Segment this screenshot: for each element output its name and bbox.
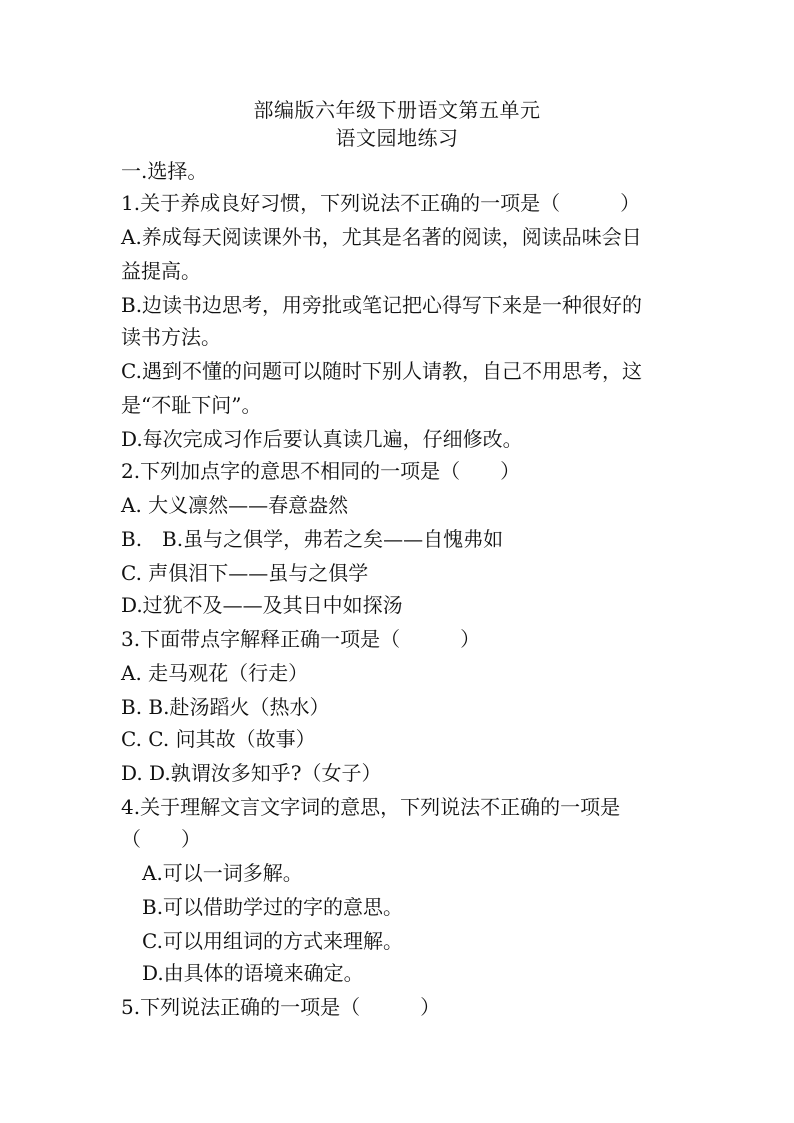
- question-4-stem-line-1: 4.关于理解文言文字词的意思，下列说法不正确的一项是: [121, 795, 621, 819]
- question-1-option-b-line-1: B.边读书边思考，用旁批或笔记把心得写下来是一种很好的: [121, 293, 643, 317]
- question-3-stem: 3.下面带点字解释正确一项是（ ）: [121, 627, 481, 651]
- question-3-option-c: C. C. 问其故（故事）: [121, 727, 316, 751]
- document-title-line-2: 语文园地练习: [335, 126, 459, 150]
- question-1-option-a-line-2: 益提高。: [121, 259, 201, 283]
- question-1-option-b-line-2: 读书方法。: [121, 325, 221, 349]
- question-4-option-b: B.可以借助学过的字的意思。: [142, 895, 404, 919]
- question-3-option-a: A. 走马观花（行走）: [121, 661, 309, 685]
- question-1-option-d: D.每次完成习作后要认真读几遍，仔细修改。: [121, 427, 523, 451]
- section-heading: 一.选择。: [121, 159, 208, 183]
- question-3-option-d: D. D.孰谓汝多知乎?（女子）: [121, 761, 382, 785]
- question-2-stem: 2.下列加点字的意思不相同的一项是（ ）: [121, 459, 521, 483]
- document-title-line-1: 部编版六年级下册语文第五单元: [253, 98, 541, 122]
- question-2-option-b: B. B.虽与之俱学，弗若之矣——自愧弗如: [121, 527, 504, 551]
- question-4-option-c: C.可以用组词的方式来理解。: [142, 929, 403, 953]
- question-1-option-c-line-1: C.遇到不懂的问题可以随时下别人请教，自己不用思考，这: [121, 359, 642, 383]
- question-1-option-a-line-1: A.养成每天阅读课外书，尤其是名著的阅读，阅读品味会日: [121, 225, 642, 249]
- question-4-stem-line-2: （ ）: [121, 827, 201, 851]
- question-2-option-d: D.过犹不及——及其日中如探汤: [121, 593, 403, 617]
- question-1-option-c-line-2: 是“不耻下问”。: [121, 393, 262, 417]
- question-1-stem: 1.关于养成良好习惯，下列说法不正确的一项是（ ）: [121, 191, 641, 215]
- question-4-option-d: D.由具体的语境来确定。: [142, 961, 364, 985]
- question-2-option-a: A. 大义凛然——春意盎然: [121, 493, 349, 517]
- question-4-option-a: A.可以一词多解。: [142, 861, 303, 885]
- question-3-option-b: B. B.赴汤蹈火（热水）: [121, 695, 330, 719]
- question-2-option-c: C. 声俱泪下——虽与之俱学: [121, 561, 369, 585]
- question-5-stem: 5.下列说法正确的一项是（ ）: [121, 995, 441, 1019]
